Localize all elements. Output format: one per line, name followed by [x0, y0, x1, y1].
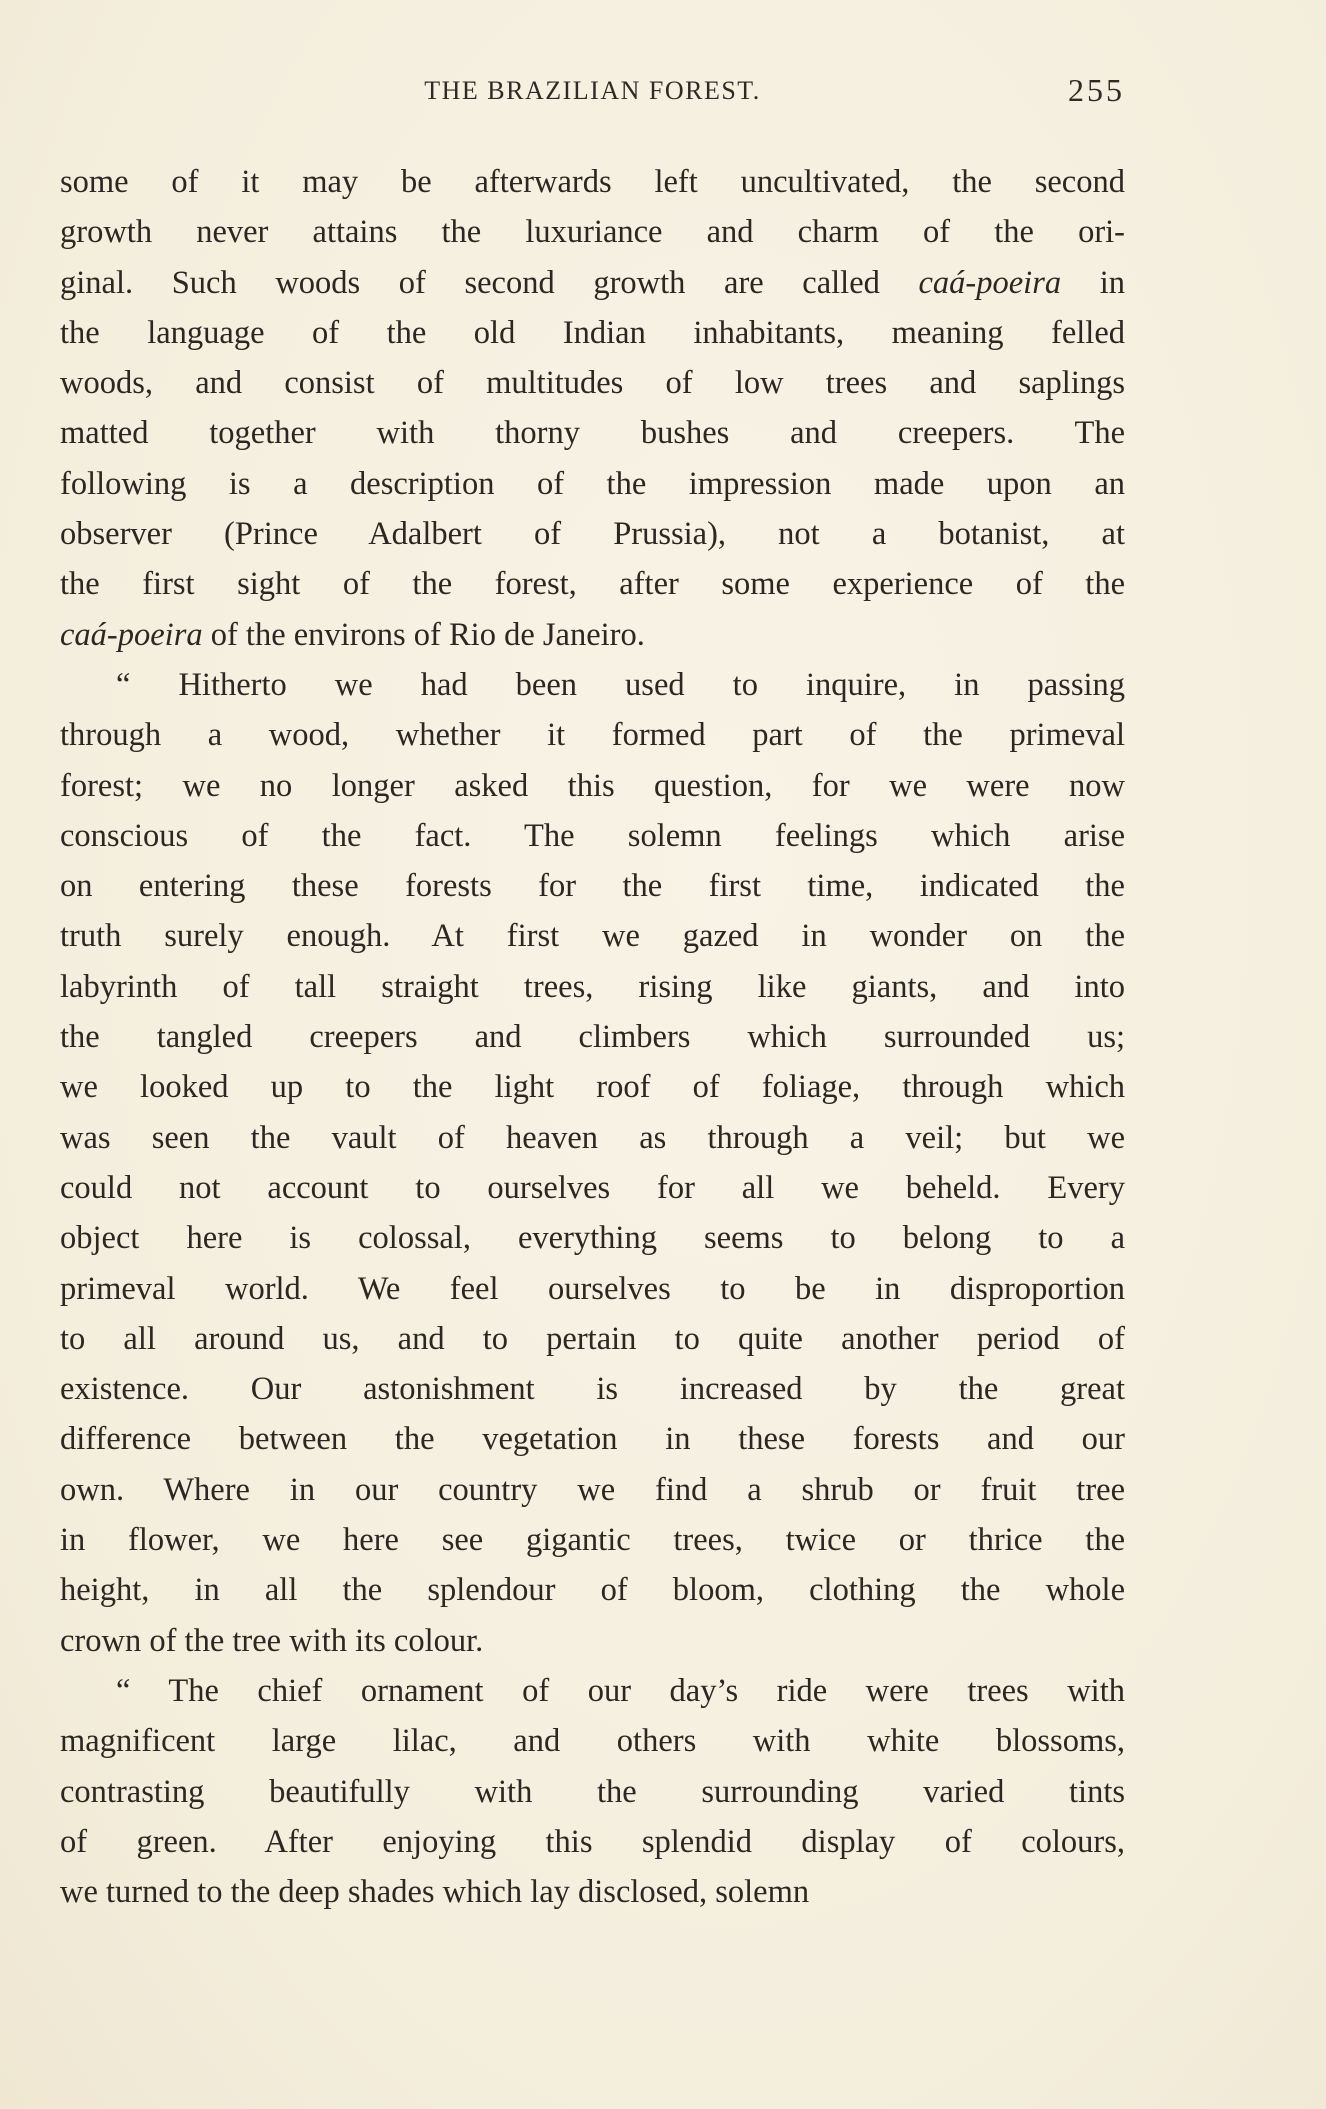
text-line — [60, 1616, 1125, 1666]
running-head — [60, 72, 1125, 112]
text-line — [60, 1213, 1125, 1263]
text-line — [60, 1062, 1125, 1112]
text-line — [60, 1767, 1125, 1817]
line-text: through a wood, whether it formed part of the primeval — [60, 717, 1125, 754]
text-line — [60, 811, 1125, 861]
text-line — [60, 861, 1125, 911]
text-line — [60, 1817, 1125, 1867]
line-text: of the environs of Rio de Janeiro. — [202, 616, 645, 653]
text-line — [60, 157, 1125, 207]
line-text: the first sight of the forest, after some experience of the — [60, 566, 1125, 603]
line-text: on entering these forests for the first time, indicated the — [60, 868, 1125, 905]
italic-term: caá-poeira — [918, 264, 1062, 301]
text-line — [60, 207, 1125, 257]
line-text: “ Hitherto we had been used to inquire, in passing — [116, 666, 1125, 703]
text-line — [60, 1113, 1125, 1163]
line-text: crown of the tree with its colour. — [60, 1622, 484, 1659]
text-line — [60, 911, 1125, 961]
line-text: we turned to the deep shades which lay disclosed, solemn — [60, 1874, 810, 1911]
line-text: forest; we no longer asked this question, for we were now — [60, 767, 1125, 804]
line-text: the tangled creepers and climbers which surrounded us; — [60, 1019, 1125, 1056]
text-line — [60, 358, 1125, 408]
line-text: height, in all the splendour of bloom, clothing the whole — [60, 1572, 1125, 1609]
running-title: THE BRAZILIAN FOREST. — [424, 76, 761, 105]
line-text: in — [1061, 264, 1125, 301]
text-line — [60, 1012, 1125, 1062]
line-text: existence. Our astonishment is increased by the great — [60, 1371, 1125, 1408]
line-text: in flower, we here see gigantic trees, twice or thrice the — [60, 1522, 1125, 1559]
line-text: some of it may be afterwards left uncultivated, the second — [60, 164, 1125, 200]
line-text: was seen the vault of heaven as through a veil; but we — [60, 1119, 1125, 1156]
line-text: could not account to ourselves for all we beheld. Every — [60, 1169, 1125, 1206]
text-line — [60, 509, 1125, 559]
text-line — [60, 459, 1125, 509]
body-text — [60, 157, 1125, 1917]
line-text: conscious of the fact. The solemn feelings which arise — [60, 817, 1125, 854]
line-text: own. Where in our country we find a shrub or fruit tree — [60, 1471, 1125, 1508]
line-text: ginal. Such woods of second growth are called — [60, 264, 919, 301]
line-text: of green. After enjoying this splendid display of colours, — [60, 1823, 1125, 1860]
text-line — [60, 1364, 1125, 1414]
text-line — [60, 258, 1125, 308]
line-text: observer (Prince Adalbert of Prussia), not a botanist, at — [60, 516, 1125, 553]
line-text: “ The chief ornament of our day’s ride were trees with — [116, 1672, 1125, 1709]
italic-term: caá-poeira — [60, 616, 203, 653]
line-text: we looked up to the light roof of foliage, through which — [60, 1069, 1125, 1106]
text-line — [60, 1314, 1125, 1364]
line-text: growth never attains the luxuriance and charm of the ori- — [60, 214, 1125, 251]
text-line — [60, 1163, 1125, 1213]
text-line — [60, 962, 1125, 1012]
text-line — [60, 1515, 1125, 1565]
text-line — [60, 1414, 1125, 1464]
line-text: primeval world. We feel ourselves to be in disproportion — [60, 1270, 1125, 1307]
text-line — [60, 660, 1125, 710]
text-line — [60, 1264, 1125, 1314]
line-text: magnificent large lilac, and others with white blossoms, — [60, 1723, 1125, 1760]
text-line — [60, 1465, 1125, 1515]
text-line — [60, 559, 1125, 609]
text-line — [60, 1716, 1125, 1766]
text-line — [60, 408, 1125, 458]
page-number: 255 — [1068, 72, 1125, 108]
line-text: truth surely enough. At first we gazed in wonder on the — [60, 918, 1125, 955]
text-line — [60, 610, 1125, 660]
line-text: contrasting beautifully with the surrounding varied tints — [60, 1773, 1125, 1810]
line-text: object here is colossal, everything seems to belong to a — [60, 1220, 1125, 1257]
line-text: to all around us, and to pertain to quite another period of — [60, 1320, 1125, 1357]
text-line — [60, 710, 1125, 760]
text-line — [60, 1666, 1125, 1716]
text-line — [60, 1867, 1125, 1917]
line-text: the language of the old Indian inhabitants, meaning felled — [60, 314, 1125, 351]
line-text: matted together with thorny bushes and creepers. The — [60, 415, 1125, 452]
line-text: difference between the vegetation in these forests and our — [60, 1421, 1125, 1458]
line-text: labyrinth of tall straight trees, rising like giants, and into — [60, 968, 1125, 1005]
line-text: following is a description of the impression made upon an — [60, 465, 1125, 502]
text-line — [60, 761, 1125, 811]
text-line — [60, 1565, 1125, 1615]
text-line — [60, 308, 1125, 358]
line-text: woods, and consist of multitudes of low trees and saplings — [60, 365, 1125, 402]
